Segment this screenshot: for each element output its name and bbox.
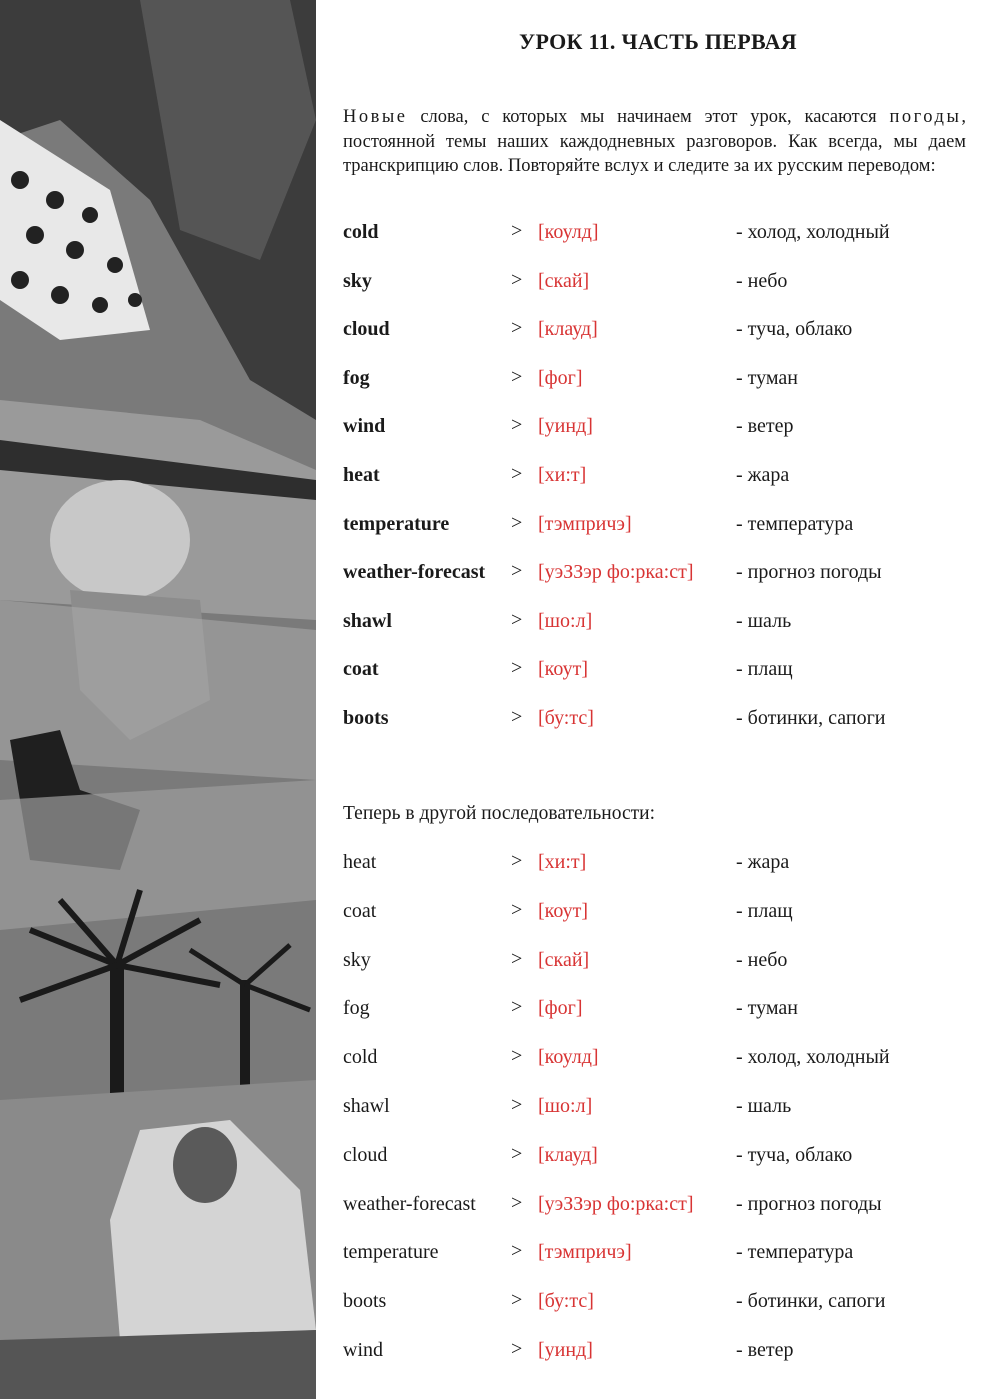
vocab-word: shawl	[343, 1095, 390, 1117]
arrow-icon: >	[511, 560, 523, 583]
arrow-icon: >	[511, 220, 523, 242]
vocab-word: fog	[343, 997, 370, 1020]
vocab-row	[343, 318, 968, 344]
vocab-row	[343, 367, 968, 393]
vocab-translation: - ветер	[736, 415, 794, 438]
vocab-transcription: [тэмпричэ]	[538, 512, 632, 535]
vocab-transcription: [уэЗЗэр фо:рка:ст]	[538, 1192, 694, 1215]
arrow-icon: >	[511, 996, 523, 1019]
vocab-row	[343, 610, 968, 636]
vocab-transcription: [скай]	[538, 948, 590, 971]
vocab-transcription: [шо:л]	[538, 609, 593, 632]
arrow-icon: >	[511, 511, 523, 534]
vocab-row	[343, 1290, 968, 1316]
vocab-word: cloud	[343, 1143, 388, 1166]
vocab-transcription: [клауд]	[538, 1143, 598, 1166]
intro-paragraph	[343, 105, 966, 179]
arrow-icon: >	[511, 365, 523, 388]
vocab-translation: - небо	[736, 948, 788, 971]
vocab-row	[343, 1144, 968, 1170]
vocab-word: wind	[343, 415, 386, 438]
vocab-translation: - жара	[736, 851, 790, 873]
vocab-transcription: [уинд]	[538, 415, 593, 438]
vocab-transcription: [бу:тс]	[538, 707, 594, 729]
vocab-row	[343, 658, 968, 684]
vocab-translation: - туча, облако	[736, 318, 853, 341]
vocab-word: temperature	[343, 512, 450, 535]
intro-part2: , постоянной темы наших каждодневных разговоров. Как всегда, мы даем транскрипцию слов. Повторяйте вслух и следите за их русским переводом:	[343, 107, 966, 176]
vocab-transcription: [хи:т]	[538, 464, 587, 486]
vocab-translation: - температура	[736, 512, 854, 535]
vocab-translation: - ботинки, сапоги	[736, 707, 886, 729]
vocab-row	[343, 949, 968, 975]
intro-lead: Новые	[343, 107, 408, 127]
vocab-translation: - небо	[736, 269, 788, 292]
vocab-translation: - плащ	[736, 658, 793, 681]
arrow-icon: >	[511, 608, 523, 631]
vocab-word: coat	[343, 658, 379, 681]
vocab-word: coat	[343, 899, 377, 922]
vocab-word: sky	[343, 269, 372, 292]
vocab-word: boots	[343, 707, 389, 729]
vocab-row	[343, 221, 968, 247]
collage-illustration	[0, 0, 316, 1399]
arrow-icon: >	[511, 1338, 523, 1360]
arrow-icon: >	[511, 850, 523, 872]
arrow-icon: >	[511, 706, 523, 728]
vocab-transcription: [хи:т]	[538, 851, 587, 873]
vocab-translation: - холод, холодный	[736, 1046, 890, 1069]
vocab-translation: - холод, холодный	[736, 221, 890, 243]
vocab-word: cloud	[343, 318, 390, 341]
vocab-translation: - ботинки, сапоги	[736, 1290, 886, 1313]
vocab-row	[343, 1046, 968, 1072]
arrow-icon: >	[511, 1240, 523, 1263]
vocab-row	[343, 464, 968, 490]
vocab-transcription: [коут]	[538, 899, 588, 922]
vocab-word: cold	[343, 1046, 378, 1069]
vocab-translation: - туча, облако	[736, 1143, 853, 1166]
vocab-row	[343, 1095, 968, 1121]
vocab-transcription: [шо:л]	[538, 1095, 593, 1117]
vocab-transcription: [бу:тс]	[538, 1290, 594, 1313]
vocab-row	[343, 707, 968, 733]
vocab-translation: - прогноз погоды	[736, 561, 882, 584]
vocab-translation: - жара	[736, 464, 790, 486]
vocab-translation: - туман	[736, 997, 798, 1020]
arrow-icon: >	[511, 414, 523, 437]
vocab-translation: - прогноз погоды	[736, 1192, 882, 1215]
vocab-row	[343, 513, 968, 539]
vocab-transcription: [коулд]	[538, 221, 599, 243]
vocab-word: sky	[343, 948, 371, 971]
vocab-word: cold	[343, 221, 379, 243]
vocab-transcription: [коулд]	[538, 1046, 599, 1069]
arrow-icon: >	[511, 1094, 523, 1116]
arrow-icon: >	[511, 268, 523, 291]
arrow-icon: >	[511, 1142, 523, 1165]
vocab-word: fog	[343, 366, 370, 389]
vocab-row	[343, 1241, 968, 1267]
vocab-row	[343, 415, 968, 441]
vocab-row	[343, 561, 968, 587]
arrow-icon: >	[511, 1045, 523, 1068]
vocab-translation: - шаль	[736, 609, 792, 632]
intro-part1: слова, с которых мы начинаем этот урок, касаются	[407, 107, 890, 127]
vocab-transcription: [тэмпричэ]	[538, 1241, 632, 1264]
vocab-row	[343, 270, 968, 296]
arrow-icon: >	[511, 657, 523, 680]
vocab-row	[343, 900, 968, 926]
arrow-icon: >	[511, 898, 523, 921]
vocab-transcription: [коут]	[538, 658, 588, 681]
vocab-row	[343, 1339, 968, 1365]
vocab-transcription: [уинд]	[538, 1339, 593, 1361]
vocab-word: heat	[343, 851, 377, 873]
vocab-word: boots	[343, 1290, 387, 1313]
vocab-row	[343, 851, 968, 877]
arrow-icon: >	[511, 1289, 523, 1312]
vocab-transcription: [фог]	[538, 366, 583, 389]
reorder-subheading: Теперь в другой последовательности:	[343, 803, 655, 824]
arrow-icon: >	[511, 317, 523, 340]
arrow-icon: >	[511, 463, 523, 485]
vocab-translation: - туман	[736, 366, 798, 389]
vocab-transcription: [скай]	[538, 269, 590, 292]
vocab-translation: - шаль	[736, 1095, 792, 1117]
vocab-word: wind	[343, 1339, 383, 1361]
vocab-word: shawl	[343, 609, 392, 632]
arrow-icon: >	[511, 947, 523, 970]
vocab-transcription: [уэЗЗэр фо:рка:ст]	[538, 561, 694, 584]
vocab-word: temperature	[343, 1241, 439, 1264]
page-title: УРОК 11. ЧАСТЬ ПЕРВАЯ	[519, 29, 797, 54]
vocab-row	[343, 997, 968, 1023]
vocab-word: heat	[343, 464, 380, 486]
vocab-transcription: [фог]	[538, 997, 583, 1020]
vocab-transcription: [клауд]	[538, 318, 598, 341]
vocab-translation: - ветер	[736, 1339, 794, 1361]
vocab-translation: - плащ	[736, 899, 793, 922]
arrow-icon: >	[511, 1191, 523, 1214]
vocab-translation: - температура	[736, 1241, 854, 1264]
intro-weather-word: погоды	[889, 107, 962, 127]
vocab-row	[343, 1193, 968, 1219]
vocab-word: weather-forecast	[343, 561, 486, 584]
vocab-word: weather-forecast	[343, 1192, 476, 1215]
